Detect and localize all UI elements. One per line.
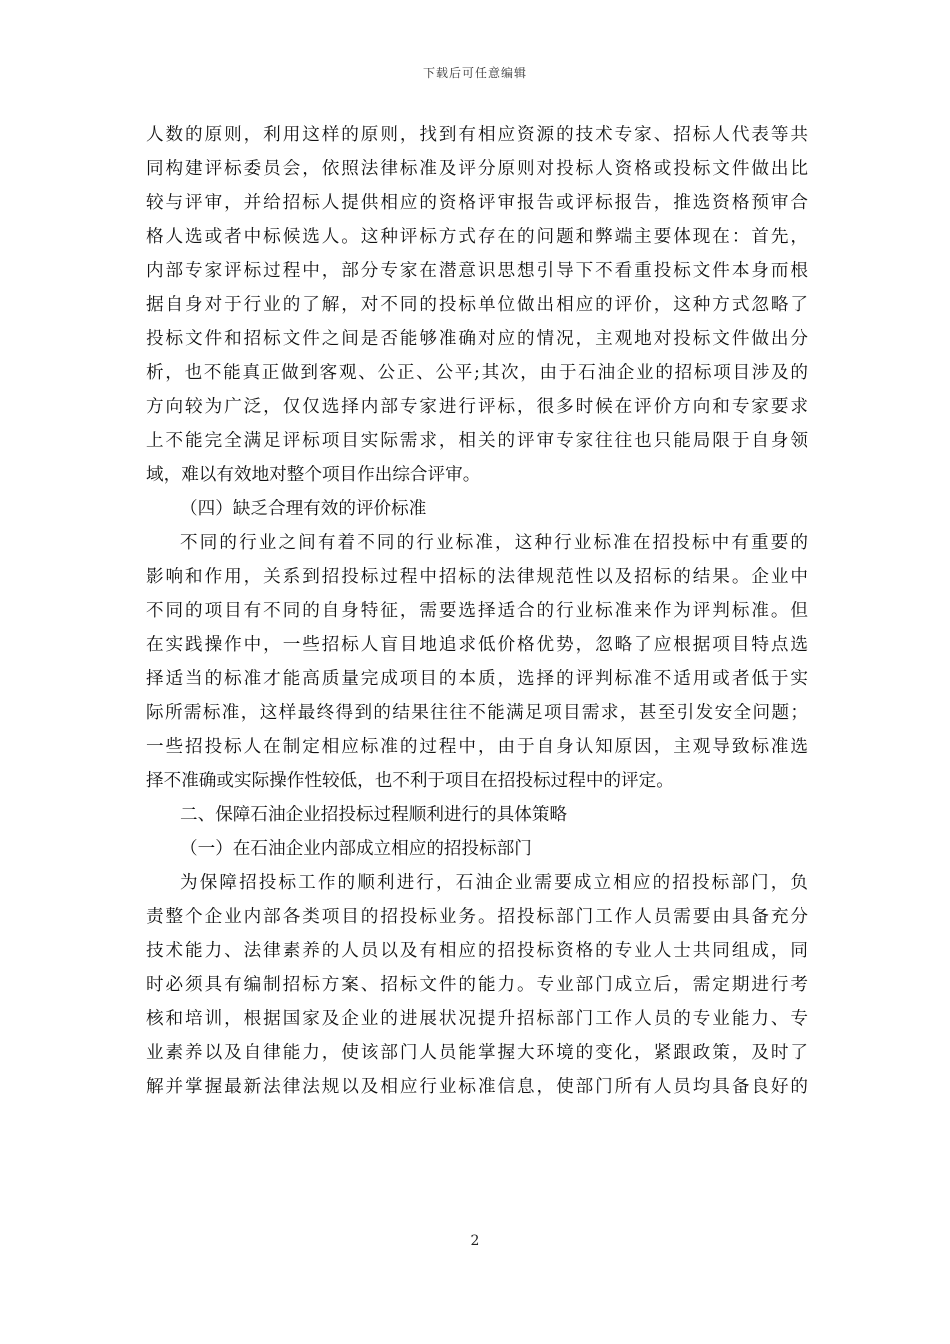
text-line: 据自身对于行业的了解，对不同的投标单位做出相应的评价，这种方式忽略了 [146,295,808,315]
text-line: 不同的项目有不同的自身特征，需要选择适合的行业标准来作为评判标准。但 [146,601,808,621]
text-line: 技术能力、法律素养的人员以及有相应的招投标资格的专业人士共同组成，同 [146,941,808,961]
body-text [146,118,808,1104]
text-line: 投标文件和招标文件之间是否能够准确对应的情况，主观地对投标文件做出分 [146,329,808,349]
text-line: 析，也不能真正做到客观、公正、公平;其次，由于石油企业的招标项目涉及的 [146,363,808,383]
text-line: 择适当的标准才能高质量完成项目的本质，选择的评判标准不适用或者低于实 [146,669,808,689]
text-line: 上不能完全满足评标项目实际需求，相关的评审专家往往也只能局限于自身领 [146,431,808,451]
text-line: 一些招投标人在制定相应标准的过程中，由于自身认知原因，主观导致标准选 [146,737,808,757]
header-note: 下载后可任意编辑 [422,66,527,80]
text-line: 为保障招投标工作的顺利进行，石油企业需要成立相应的招投标部门，负 [180,873,808,893]
text-line: 人数的原则，利用这样的原则，找到有相应资源的技术专家、招标人代表等共 [146,125,808,145]
text-line: 责整个企业内部各类项目的招投标业务。招投标部门工作人员需要由具备充分 [146,907,808,927]
text-line: 时必须具有编制招标方案、招标文件的能力。专业部门成立后，需定期进行考 [146,975,808,995]
text-line: 内部专家评标过程中，部分专家在潜意识思想引导下不看重投标文件本身而根 [146,261,808,281]
text-line: 解并掌握最新法律法规以及相应行业标准信息，使部门所有人员均具备良好的 [146,1077,808,1097]
text-line: 择不准确或实际操作性较低，也不利于项目在招投标过程中的评定。 [146,771,674,791]
text-line: 同构建评标委员会，依照法律标准及评分原则对投标人资格或投标文件做出比 [146,159,808,179]
text-line: 不同的行业之间有着不同的行业标准，这种行业标准在招投标中有重要的 [180,533,808,553]
text-line: 际所需标准，这样最终得到的结果往往不能满足项目需求，甚至引发安全问题； [146,703,808,723]
page-number: 2 [470,1233,480,1249]
section-heading: （一）在石油企业内部成立相应的招投标部门 [180,839,532,859]
text-line: 影响和作用，关系到招投标过程中招标的法律规范性以及招标的结果。企业中 [146,567,808,587]
text-line: 方向较为广泛，仅仅选择内部专家进行评标，很多时候在评价方向和专家要求 [146,397,808,417]
text-line: 域，难以有效地对整个项目作出综合评审。 [146,465,481,485]
text-line: 在实践操作中，一些招标人盲目地追求低价格优势，忽略了应根据项目特点选 [146,635,808,655]
chapter-heading: 二、保障石油企业招投标过程顺利进行的具体策略 [180,805,568,825]
text-line: 较与评审，并给招标人提供相应的资格评审报告或评标报告，推选资格预审合 [146,193,808,213]
section-heading: （四）缺乏合理有效的评价标准 [180,499,427,519]
text-line: 业素养以及自律能力，使该部门人员能掌握大环境的变化，紧跟政策，及时了 [146,1043,808,1063]
text-line: 格人选或者中标候选人。这种评标方式存在的问题和弊端主要体现在：首先， [146,227,808,247]
text-line: 核和培训，根据国家及企业的进展状况提升招标部门工作人员的专业能力、专 [146,1009,808,1029]
